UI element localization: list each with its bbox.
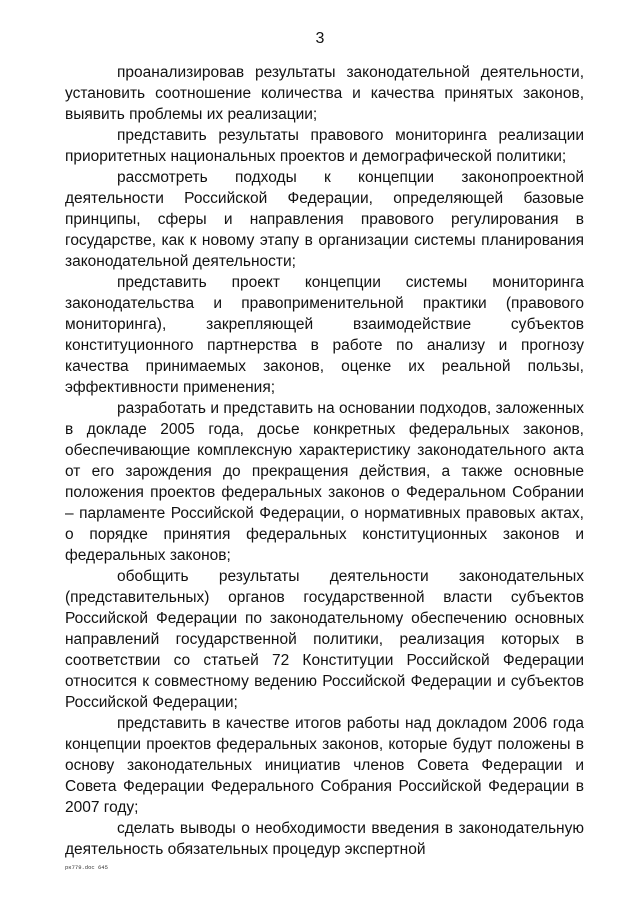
- file-reference-footer: рк779.doc 645: [65, 864, 108, 871]
- paragraph: представить в качестве итогов работы над докладом 2006 года концепции проектов федеральных законов, которые будут положены в основу законодательных инициатив членов Совета Федерации и Совета Федерации Федерального Собрания Российской Федерации в 2007 году;: [65, 715, 584, 816]
- paragraph: проанализировав результаты законодательной деятельности, установить соотношение количества и качества принятых законов, выявить проблемы их реализации;: [65, 64, 584, 123]
- paragraph: обобщить результаты деятельности законодательных (представительных) органов государственной власти субъектов Российской Федерации по законодательному обеспечению основных направлений государственной политики, реализация которых в соответствии со статьей 72 Конституции Российской Федерации относится к совместному ведению Российской Федерации и субъектов Российской Федерации;: [65, 568, 584, 711]
- paragraph: рассмотреть подходы к концепции законопроектной деятельности Российской Федерации, определяющей базовые принципы, сферы и направления правового регулирования в государстве, как к новому этапу в организации системы планирования законодательной деятельности;: [65, 169, 584, 270]
- paragraph: сделать выводы о необходимости введения в законодательную деятельность обязательных процедур экспертной: [65, 820, 584, 858]
- page-number: 3: [315, 30, 325, 47]
- paragraph: разработать и представить на основании подходов, заложенных в докладе 2005 года, досье конкретных федеральных законов, обеспечивающие комплексную характеристику законодательного акта от его зарождения до прекращения действия, а также основные положения проектов федеральных законов о Федеральном Собрании – парламенте Российской Федерации, о нормативных правовых актах, о порядке принятия федеральных конституционных законов и федеральных законов;: [65, 400, 584, 564]
- paragraph: представить результаты правового мониторинга реализации приоритетных национальных проектов и демографической политики;: [65, 127, 584, 165]
- document-body: [65, 62, 584, 860]
- paragraph: представить проект концепции системы мониторинга законодательства и правоприменительной практики (правового мониторинга), закрепляющей взаимодействие субъектов конституционного партнерства в работе по анализу и прогнозу качества принимаемых законов, оценке их реальной пользы, эффективности применения;: [65, 274, 584, 396]
